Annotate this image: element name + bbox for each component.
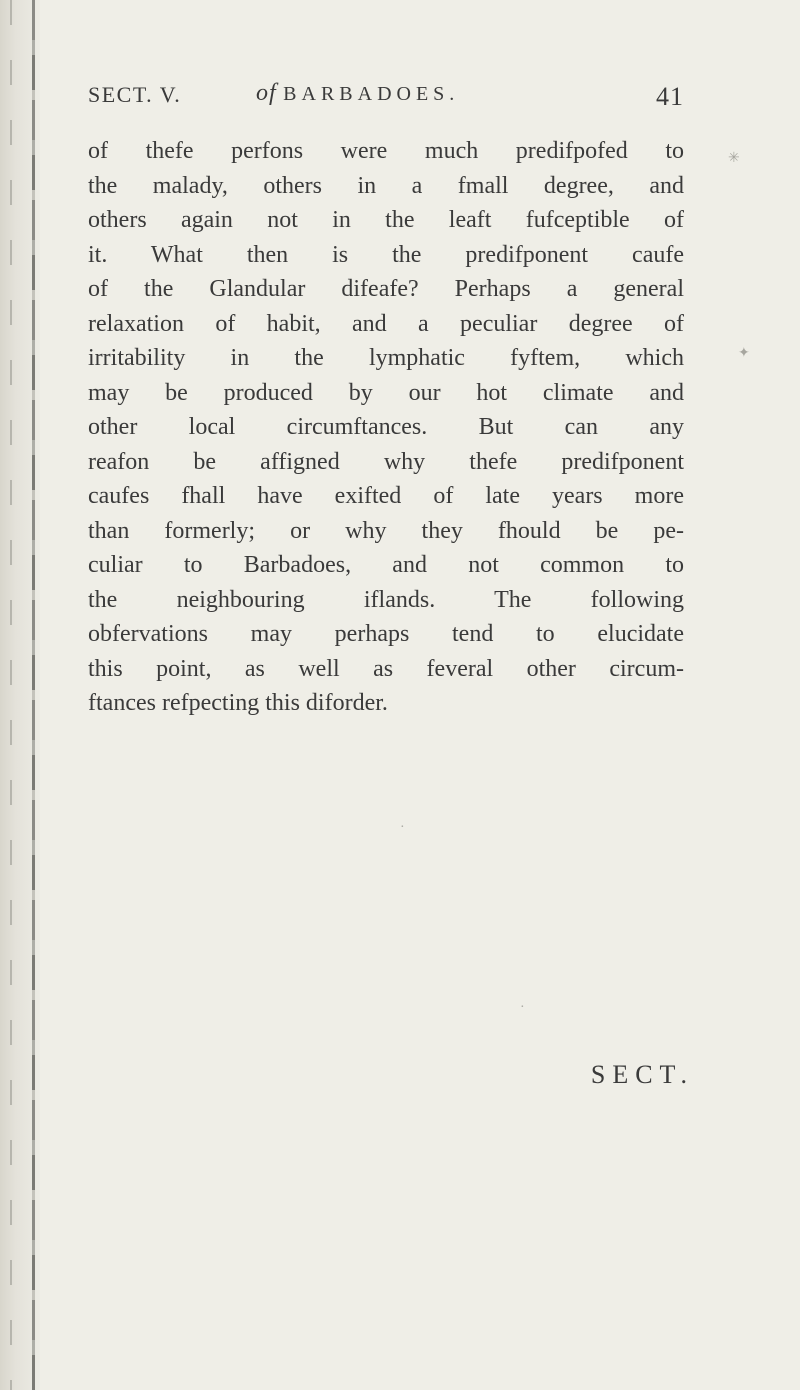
body-text <box>88 134 684 721</box>
text-line: this point, as well as feveral other circum- <box>88 655 684 682</box>
catchword: SECT. <box>590 1060 694 1089</box>
binding-edge-inner <box>10 0 12 1390</box>
ink-speck: ✦ <box>738 346 750 361</box>
page-number: 41 <box>656 82 684 111</box>
section-label: SECT. V. <box>88 82 182 107</box>
text-line: obfervations may perhaps tend to elucidate <box>88 621 684 647</box>
text-line: it. What then is the predifponent caufe <box>88 241 684 268</box>
ink-speck: · <box>520 1000 525 1015</box>
text-line: may be produced by our hot climate and <box>88 379 684 406</box>
text-line: culiar to Barbadoes, and not common to <box>88 552 684 578</box>
text-line: of thefe perfons were much predifpofed to <box>88 138 684 164</box>
text-line: other local circumftances. But can any <box>88 414 684 440</box>
text-line: irritability in the lymphatic fyftem, which <box>88 345 684 371</box>
running-title <box>256 80 459 107</box>
text-line: ftances refpecting this diforder. <box>88 690 388 716</box>
text-line: than formerly; or why they fhould be pe- <box>88 517 684 544</box>
text-line: the neighbouring iflands. The following <box>88 586 684 613</box>
text-line: caufes fhall have exifted of late years more <box>88 483 684 509</box>
running-title-of: of <box>256 80 277 106</box>
text-line: relaxation of habit, and a peculiar degree of <box>88 310 684 337</box>
text-line: reafon be affigned why thefe predifponent <box>88 448 684 475</box>
text-line: the malady, others in a fmall degree, and <box>88 172 684 199</box>
ink-speck: ✳ <box>728 151 740 166</box>
running-head <box>88 78 684 112</box>
binding-edge <box>32 0 35 1390</box>
text-line: of the Glandular difeafe? Perhaps a general <box>88 276 684 302</box>
running-title-main: BARBADOES. <box>283 83 460 105</box>
ink-speck: · <box>400 820 405 835</box>
text-line: others again not in the leaft fufceptible of <box>88 207 684 233</box>
